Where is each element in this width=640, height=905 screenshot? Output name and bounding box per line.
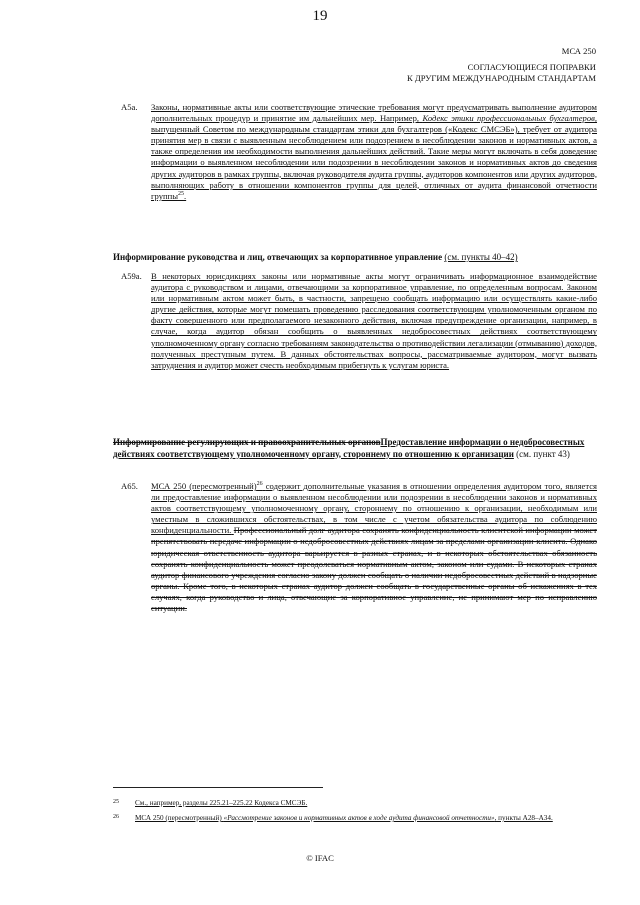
footnote-ref[interactable]: 26 <box>256 481 263 488</box>
section-header <box>407 62 596 84</box>
deleted-text: Профессиональный долг аудитора сохранять конфиденциальность клиентской информации может препятствовать передаче информации о недобросовестных действиях лицам за пределами организации-клиента. Однако юридическая ответственность аудитора варьируется в разных странах, и в некоторых обстоятельствах обязанность сохранять конфиденциальность может преодолеваться нормативным актом, законом или судами. В некоторых странах аудитор финансового учреждения согласно закону должен сообщать о наличии недобросовестных действий в надзорные органы. Кроме того, в некоторых странах аудитор должен сообщать в государственные органы об искажениях в тех случаях, когда руководство и лица, отвечающие за корпоративное управление, не принимают мер по исправлению ситуации. <box>151 525 597 614</box>
footnote-number: 25 <box>113 799 119 805</box>
section-header-line1: СОГЛАСУЮЩИЕСЯ ПОПРАВКИ <box>467 62 596 72</box>
paragraph-text: выпущенный Советом по международным стандартам этики для бухгалтеров («Кодекс СМСЭБ»), требует от аудитора принятия мер в связи с выявленным несоблюдением или подозрением в несоблюдении законов и нормативных актов, а также определения им необходимости выполнения дальнейших действий. Такие меры могут включать в себя доведение информации о выявленном несоблюдении или подозрении в несоблюдении законов и нормативных актов до сведения других аудиторов в рамках группы, включая руководителя аудита группы, аудиторов компонентов или других аудиторов, выполняющих работу в отношении компонентов группы для целей, отличных от аудита финансовой отчетности группы <box>151 124 597 201</box>
paragraph-text: В некоторых юрисдикциях законы или нормативные акты могут ограничивать информационное взаимодействие аудитора с руководством и лицами, отвечающими за корпоративное управление, по определенным вопросам. Законом или нормативным актом может быть, в частности, запрещено сообщать информацию или осуществлять какие-либо другие действия, которые могут помешать проведению расследования соответствующим уполномоченным органом по факту совершенного или предполагаемого незаконного действия, включая предупреждение организации, например, в случае, когда аудитор обязан сообщить о выявленных недобросовестных действиях соответствующему уполномоченному органу согласно требованиям законодательства о противодействии легализации (отмыванию) доходов, полученных преступным путем. В данных обстоятельствах вопросы, рассматриваемые аудитором, могут вызвать затруднения и аудитор может счесть необходимым прибегнуть к услугам юриста. <box>151 271 597 370</box>
deleted-heading-text: Информирование регулирующих и правоохранительных органов <box>113 437 381 447</box>
heading-ref: (см. пункты 40–42) <box>444 252 518 262</box>
inserted-text <box>151 102 597 201</box>
page-number: 19 <box>312 8 328 24</box>
paragraph-text: МСА 250 (пересмотренный) <box>151 481 257 491</box>
footnote-number: 26 <box>113 814 119 820</box>
paragraph-text: Законы, нормативные акты или соответствующие этические требования могут предусматривать выполнение аудитором дополнительных процедур и принятие им дальнейших мер. Например, <box>151 102 597 124</box>
paragraph-label: A5a. <box>121 102 138 112</box>
footer-copyright: © IFAC <box>306 853 334 863</box>
paragraph-text: содержит дополнительные указания в отношении определения аудитором того, является ли предоставление информации о выявленном несоблюдении или подозрении в несоблюдении законов и нормативных актов соответствующему уполномоченному органу, стороннему по отношению к организации, необходимым или уместным в сложившихся обстоятельствах, в том числе с учетом обязательства аудитора по соблюдению конфиденциальности. <box>151 481 598 536</box>
paragraph-label: A65. <box>121 481 138 491</box>
footnote-title: «Рассмотрение законов и нормативных актов в ходе аудита финансовой отчетности» <box>223 814 495 822</box>
heading-reporting <box>113 437 597 460</box>
footnote-tail: , пункты A28–A34. <box>494 814 553 822</box>
footnote-text-plain: МСА 250 (пересмотренный) <box>135 814 222 822</box>
doc-code: МСА 250 <box>561 46 596 56</box>
footnote-text <box>135 814 597 824</box>
footnote-text: См., например, разделы 225.21–225.22 Кодекса СМСЭБ. <box>135 799 308 807</box>
footnote-ref[interactable]: 25 <box>177 190 184 197</box>
paragraph-label: A59a. <box>121 271 142 281</box>
paragraph-text: . <box>183 190 187 201</box>
paragraph-a59a <box>121 271 597 371</box>
paragraph-a65 <box>121 481 598 614</box>
section-header-line2: К ДРУГИМ МЕЖДУНАРОДНЫМ СТАНДАРТАМ <box>406 73 596 83</box>
paragraph-a5a <box>121 102 598 202</box>
heading-ref: (см. пункт 43) <box>516 448 570 459</box>
code-title: Кодекс этики профессиональных бухгалтеров, <box>422 113 598 124</box>
inserted-heading-text: Предоставление информации о недобросовестных действиях соответствующему уполномоченному органу, стороннему по отношению к организации <box>113 437 585 459</box>
heading-text: Информирование руководства и лиц, отвечающих за корпоративное управление <box>113 252 443 262</box>
heading-communication <box>113 252 597 263</box>
footnote-separator <box>113 787 323 788</box>
